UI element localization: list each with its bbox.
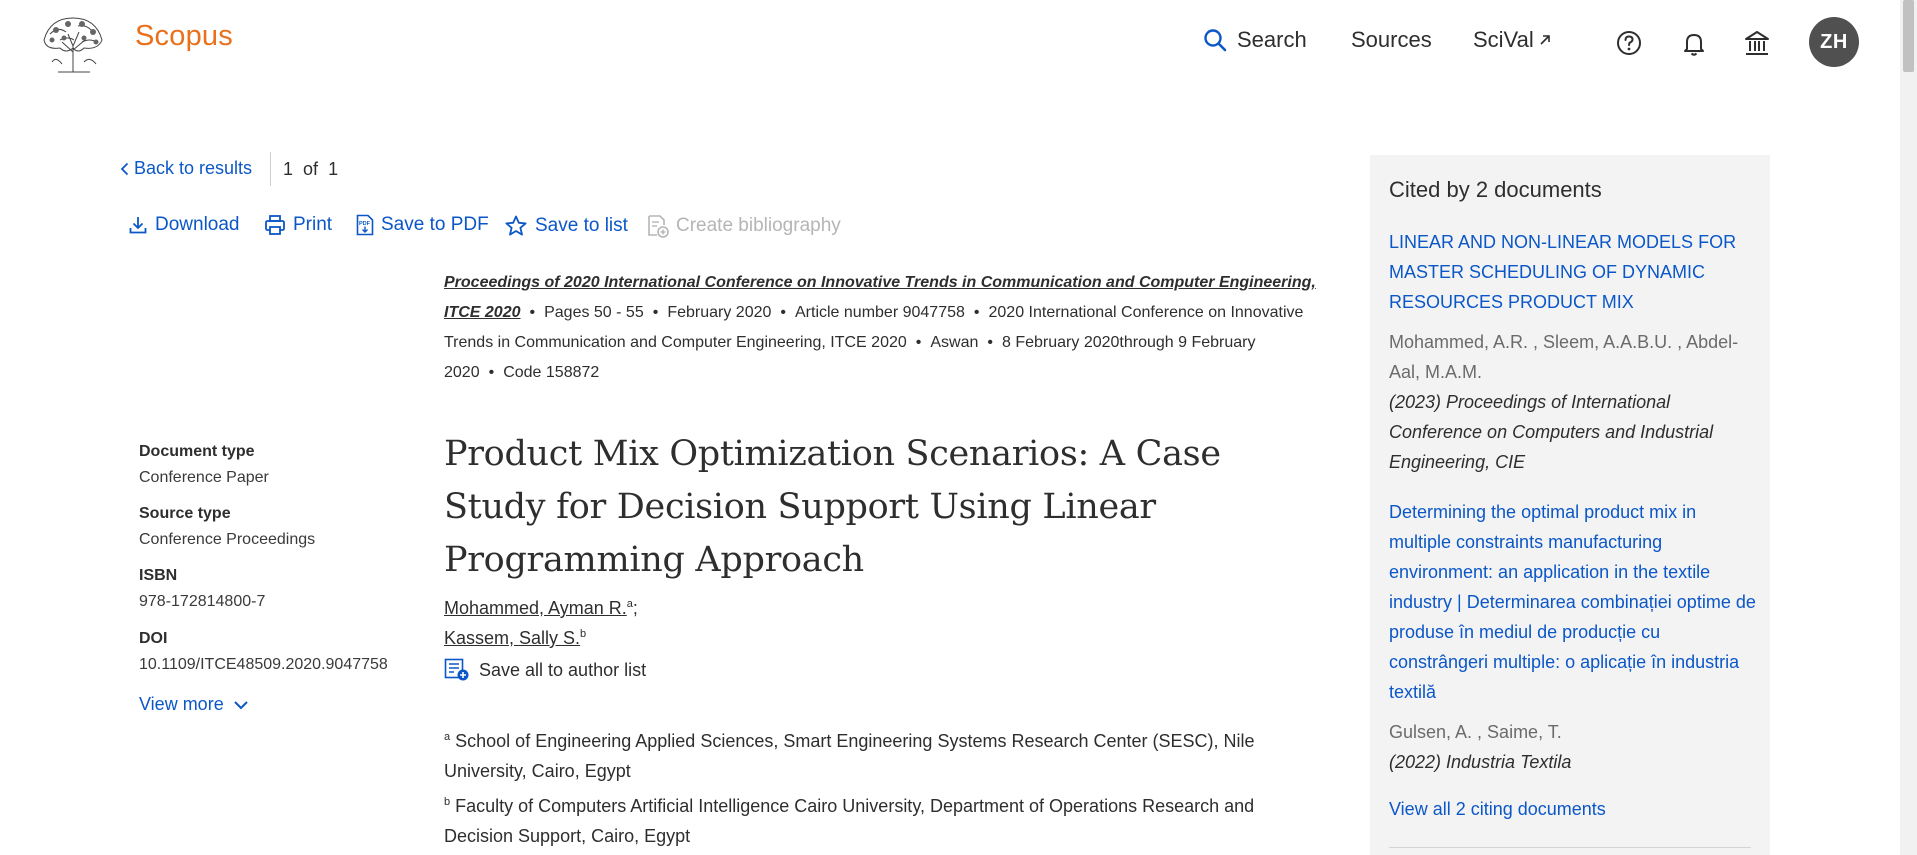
citing-document-source: (2022) Industria Textila: [1389, 752, 1572, 772]
back-to-results-label: Back to results: [134, 158, 253, 178]
institution-icon[interactable]: [1742, 28, 1772, 58]
document-title: Product Mix Optimization Scenarios: A Case Study for Decision Support Using Linear Programming Approach: [444, 434, 1221, 580]
affiliation-text: Faculty of Computers Artificial Intelligence Cairo University, Department of Operations Research and Decision Support, Cairo, Egypt: [444, 796, 1255, 846]
view-more-label: View more: [139, 694, 224, 714]
print-button[interactable]: [264, 214, 332, 236]
star-icon: [504, 214, 528, 238]
meta-value: 10.1109/ITCE48509.2020.9047758: [139, 656, 388, 673]
nav-search-label: Search: [1237, 27, 1307, 52]
cited-by-panel: [1370, 155, 1770, 855]
source-location: Aswan: [930, 334, 979, 351]
meta-label: Document type: [139, 443, 255, 460]
citing-document-authors: Gulsen, A. , Saime, T.: [1389, 722, 1562, 742]
save-to-pdf-button[interactable]: [356, 214, 489, 236]
author-affiliation-marker: b: [580, 628, 587, 640]
save-to-list-label: Save to list: [535, 215, 628, 236]
affiliation-marker: a: [444, 731, 451, 743]
nav-scival[interactable]: [1473, 27, 1552, 53]
author-name-link[interactable]: Kassem, Sally S.: [444, 628, 581, 648]
author-name-link[interactable]: Mohammed, Ayman R.: [444, 598, 627, 618]
panel-divider: [1389, 847, 1751, 848]
save-to-pdf-label: Save to PDF: [381, 214, 489, 235]
source-conference: 2020 International Conference on Innovative Trends in Communication and Computer Engineering, ITCE 2020: [444, 304, 1304, 351]
meta-isbn: [139, 567, 265, 611]
scrollbar-thumb[interactable]: [1903, 0, 1914, 72]
meta-doi: [139, 630, 388, 674]
download-label: Download: [155, 214, 240, 235]
result-nav-divider: [270, 152, 271, 186]
affiliation-entry: [444, 722, 1324, 786]
author-separator: ;: [632, 598, 638, 618]
external-link-icon: [1538, 33, 1552, 47]
nav-scival-label: SciVal: [1473, 27, 1534, 52]
save-all-to-author-list-label: Save all to author list: [479, 659, 647, 680]
source-info: Proceedings of 2020 International Conference on Innovative Trends in Communication and Computer Engineering, ITCE 2020 • Pages 50 - 55 • February 2020 • Article number 9047758 • 2020 International Conference on Innovative Trends in Communication and Computer Engineering, ITCE 2020 • Aswan • 8 February 2020through 9 February 2020 • Code 158872: [444, 274, 1316, 381]
citing-document-title-link[interactable]: LINEAR AND NON-LINEAR MODELS FOR MASTER SCHEDULING OF DYNAMIC RESOURCES PRODUCT MIX: [1389, 232, 1737, 312]
view-more-button[interactable]: [139, 694, 249, 715]
meta-label: ISBN: [139, 567, 178, 584]
result-counter: 1 of 1: [283, 159, 339, 179]
citing-document-title-link[interactable]: Determining the optimal product mix in multiple constraints manufacturing environment: an application in the textile industry | Determinarea combinației optime de produse în mediul de producție cu constrângeri multiple: o aplicație în industria textilă: [1389, 502, 1756, 702]
search-icon: [1203, 28, 1227, 52]
chevron-down-icon: [233, 700, 249, 710]
avatar[interactable]: ZH: [1809, 17, 1859, 67]
source-article-number: Article number 9047758: [795, 304, 965, 321]
back-to-results-link[interactable]: [120, 158, 252, 179]
affiliation-marker: b: [444, 796, 451, 808]
affiliation-text: School of Engineering Applied Sciences, Smart Engineering Systems Research Center (SESC), Nile University, Cairo, Egypt: [444, 731, 1255, 781]
source-date: February 2020: [667, 304, 772, 321]
nav-sources[interactable]: Sources: [1351, 27, 1432, 52]
bell-icon[interactable]: [1679, 28, 1709, 58]
source-code: Code 158872: [503, 364, 600, 381]
meta-value: Conference Paper: [139, 469, 269, 486]
pdf-icon: [356, 214, 374, 236]
create-bibliography-button[interactable]: [647, 214, 841, 238]
top-header: [0, 0, 1900, 90]
author-affiliation-marker: a: [626, 598, 633, 610]
meta-source-type: [139, 505, 315, 549]
cited-by-heading: Cited by 2 documents: [1389, 177, 1602, 202]
help-icon[interactable]: [1614, 28, 1644, 58]
meta-label: Source type: [139, 505, 231, 522]
elsevier-tree-logo[interactable]: [38, 12, 108, 74]
print-label: Print: [293, 214, 333, 235]
affiliation-entry: [444, 787, 1324, 851]
meta-document-type: [139, 443, 269, 487]
create-bibliography-label: Create bibliography: [676, 215, 841, 236]
nav-search[interactable]: [1203, 27, 1307, 53]
save-all-to-author-list-button[interactable]: [444, 658, 646, 682]
author-entry: [444, 628, 586, 649]
meta-value: 978-172814800-7: [139, 593, 266, 610]
download-button[interactable]: [128, 214, 240, 236]
printer-icon: [264, 214, 286, 236]
citing-document-source: (2023) Proceedings of International Conference on Computers and Industrial Engineering, CIE: [1389, 392, 1714, 472]
bibliography-icon: [647, 214, 669, 238]
author-entry: [444, 598, 638, 619]
chevron-left-icon: [120, 162, 129, 176]
citing-document-authors: Mohammed, A.R. , Sleem, A.A.B.U. , Abdel-Aal, M.A.M.: [1389, 332, 1739, 382]
page-scrollbar[interactable]: [1900, 0, 1917, 855]
source-conference-dates: 8 February 2020through 9 February 2020: [444, 334, 1256, 381]
source-title-link[interactable]: Proceedings of 2020 International Conference on Innovative Trends in Communication and Computer Engineering, ITCE 2020: [444, 274, 1316, 321]
meta-value: Conference Proceedings: [139, 531, 316, 548]
svg-text:PDF: PDF: [359, 221, 370, 227]
save-to-list-button[interactable]: [504, 214, 628, 238]
download-icon: [128, 215, 148, 235]
view-all-citing-documents-link[interactable]: View all 2 citing documents: [1389, 799, 1606, 819]
source-pages: Pages 50 - 55: [544, 304, 644, 321]
author-list-add-icon: [444, 658, 470, 682]
meta-label: DOI: [139, 630, 168, 647]
scopus-brand[interactable]: Scopus: [135, 20, 233, 52]
